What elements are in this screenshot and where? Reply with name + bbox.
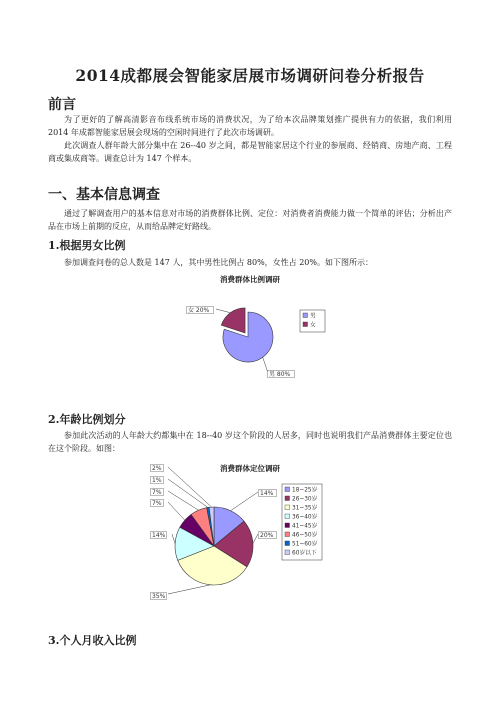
leader-line-2 (216, 309, 230, 313)
legend-swatch-8 (285, 550, 290, 555)
leader-line-1 (263, 357, 268, 373)
data-label-7: 1% (152, 477, 162, 484)
legend-box (282, 484, 322, 560)
legend-swatch-2 (303, 322, 308, 327)
report-title: 2014成都展会智能家居展市场调研问卷分析报告 (75, 66, 425, 85)
data-label-4: 14% (152, 532, 166, 539)
gender-chart-title: 消费群体比例调研 (220, 275, 280, 284)
income-heading: 3.个人月收入比例 (48, 634, 137, 647)
foreword-heading: 前言 (48, 97, 76, 113)
data-label-1: 14% (260, 490, 274, 497)
leader-line-2 (253, 534, 258, 544)
legend-swatch-1 (285, 487, 290, 492)
leader-line-5 (168, 502, 185, 520)
legend-label-3: 31~35岁 (292, 505, 318, 512)
legend-swatch-6 (285, 532, 290, 537)
legend-label-4: 36~40岁 (292, 514, 318, 521)
legend-label-1: 18~25岁 (292, 487, 318, 494)
legend-swatch-7 (285, 541, 290, 546)
legend-label-1: 男 (310, 313, 316, 320)
legend-label-7: 51~60岁 (292, 541, 318, 548)
foreword-paragraph-1: 为了更好的了解高清影音布线系统市场的消费状况，为了给本次品牌策划推广提供有力的依据，我们利用 2014 年成都智能家居展会现场的空闲时间进行了此次市场调研。 (48, 115, 452, 137)
data-label-3: 35% (152, 593, 166, 600)
age-text: 参加此次活动的人年龄大约都集中在 18--40 岁这个阶段的人居多，同时也说明我们产品消费群体主要定位也在这个阶段。如图： (48, 431, 452, 453)
legend-label-6: 46~50岁 (292, 532, 318, 539)
legend-swatch-4 (285, 514, 290, 519)
legend-label-8: 60岁以下 (292, 550, 317, 557)
legend-swatch-5 (285, 523, 290, 528)
gender-heading: 1.根据男女比例 (48, 239, 126, 252)
data-label-2: 女 20% (188, 307, 210, 314)
age-chart-title: 消费群体定位调研 (220, 464, 280, 473)
legend-label-2: 女 (310, 322, 316, 329)
legend-swatch-2 (285, 496, 290, 501)
data-label-1: 男 80% (269, 371, 291, 378)
leader-line-3 (168, 585, 210, 594)
legend-swatch-3 (285, 505, 290, 510)
gender-pie-chart (160, 290, 360, 390)
age-heading: 2.年龄比例划分 (48, 413, 126, 426)
age-pie-chart (140, 462, 360, 602)
section-1-intro: 通过了解调查用户的基本信息对市场的消费群体比例、定位：对消费者消费能力做一个简单的评估；分析出产品在市场上前期的反应，从而给品牌定好路线。 (48, 209, 452, 231)
leader-line-4 (172, 534, 175, 544)
legend-label-2: 26~30岁 (292, 496, 318, 503)
foreword-paragraph-2: 此次调查人群年龄大部分集中在 26--40 岁之间，都是智能家居这个行业的参展商、经销商、房地产商、工程商或集成商等。调查总计为 147 个样本。 (48, 141, 452, 163)
data-label-8: 2% (152, 465, 162, 472)
data-label-6: 7% (152, 489, 162, 496)
data-label-2: 20% (260, 532, 274, 539)
legend-swatch-1 (303, 313, 308, 318)
legend-label-5: 41~45岁 (292, 523, 318, 530)
leader-line-7 (168, 479, 208, 507)
gender-text: 参加调查问卷的总人数是 147 人，其中男性比例占 80%，女性占 20%。如下图所示： (64, 258, 374, 267)
data-label-5: 7% (152, 500, 162, 507)
leader-line-8 (168, 467, 212, 507)
leader-line-1 (231, 492, 258, 511)
section-1-heading: 一、基本信息调查 (48, 187, 160, 203)
